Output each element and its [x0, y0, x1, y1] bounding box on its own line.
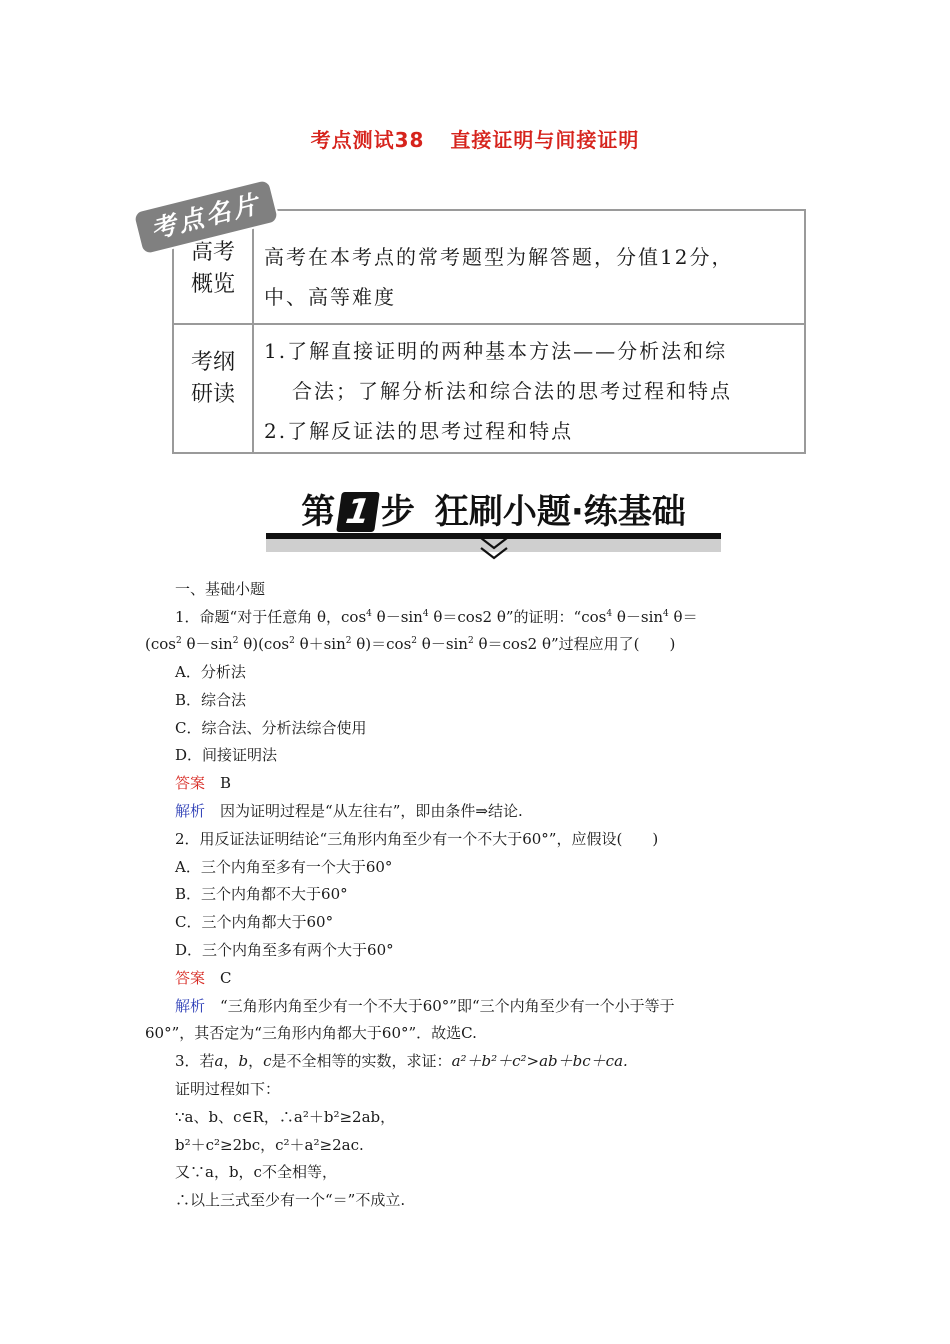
q2-option-c: C．三个内角都大于60°: [175, 913, 334, 931]
q2-option-b: B．三个内角都不大于60°: [175, 885, 348, 903]
q2-answer: 答案 C: [175, 969, 232, 987]
q2-option-d: D．三个内角至多有两个大于60°: [175, 941, 394, 959]
q2-analysis-line2: 60°”，其否定为“三角形内角都大于60°”．故选C.: [145, 1024, 477, 1042]
q2-stem: 2．用反证法证明结论“三角形内角至少有一个不大于60°”，应假设( ): [175, 830, 659, 848]
info-label-syllabus: 考纲 研读: [190, 350, 235, 407]
q1-stem-line1: 1．命题“对于任意角 θ，$\cos^4 \theta-\sin^4$ θ＝cos2 θ”的证明：“$\cos^4$ $\theta-\sin^4$ θ＝: [175, 608, 698, 626]
step-heading: 第 1 步 狂刷小题·练基础: [301, 492, 686, 532]
q3-proof-line4: ∴以上三式至少有一个“＝”不成立.: [175, 1191, 406, 1209]
section-heading: 一、基础小题: [175, 580, 266, 598]
info-table: [172, 209, 806, 454]
info-content-overview: 高考在本考点的常考题型为解答题，分值12分， 中、高等难度: [264, 245, 734, 309]
q3-proof-line1: ∵a、b、c∈R，∴a²＋b²≥2ab，: [175, 1108, 396, 1126]
q3-proof-line3: 又∵a，b，c不全相等，: [175, 1163, 337, 1181]
info-row-overview: [174, 211, 804, 325]
topic-badge: 考点名片: [134, 180, 278, 254]
step-number: 1: [336, 492, 379, 532]
q3-stem: 3．若a，b，c是不全相等的实数，求证：a²＋b²＋c²>ab＋bc＋ca.: [175, 1052, 628, 1070]
page-title: 考点测试38 直接证明与间接证明: [310, 128, 640, 152]
info-row-syllabus: [174, 325, 804, 452]
q2-analysis-line1: 解析 “三角形内角至少有一个不大于60°”即“三个内角至少有一个小于等于: [175, 997, 675, 1015]
q3-proof-line2: b²＋c²≥2bc，c²＋a²≥2ac.: [175, 1136, 364, 1154]
chevron-down-icon: [478, 534, 510, 564]
q3-proof-intro: 证明过程如下：: [175, 1080, 281, 1098]
q1-option-d: D．间接证明法: [175, 746, 278, 764]
q1-option-a: A．分析法: [175, 663, 246, 681]
q1-analysis: 解析 因为证明过程是“从左往右”，即由条件⇒结论.: [175, 802, 523, 820]
q1-stem-line2: ($\cos^2$ $\theta-\sin^2$ $\theta)(\cos^2$ $\theta+\sin^2$ $\theta)=\cos^2$ $\theta-\sin^2$ θ＝cos2 θ”过程应用了( ): [145, 635, 676, 653]
q1-answer: 答案 B: [175, 774, 232, 792]
q2-option-a: A．三个内角至多有一个大于60°: [175, 858, 393, 876]
q1-option-c: C．综合法、分析法综合使用: [175, 719, 367, 737]
q1-option-b: B．综合法: [175, 691, 247, 709]
step-banner: [266, 478, 721, 576]
info-content-syllabus: 1.了解直接证明的两种基本方法——分析法和综 合法；了解分析法和综合法的思考过程和特点 2.了解反证法的思考过程和特点: [264, 339, 732, 443]
info-label-overview: 高考 概览: [190, 240, 235, 297]
